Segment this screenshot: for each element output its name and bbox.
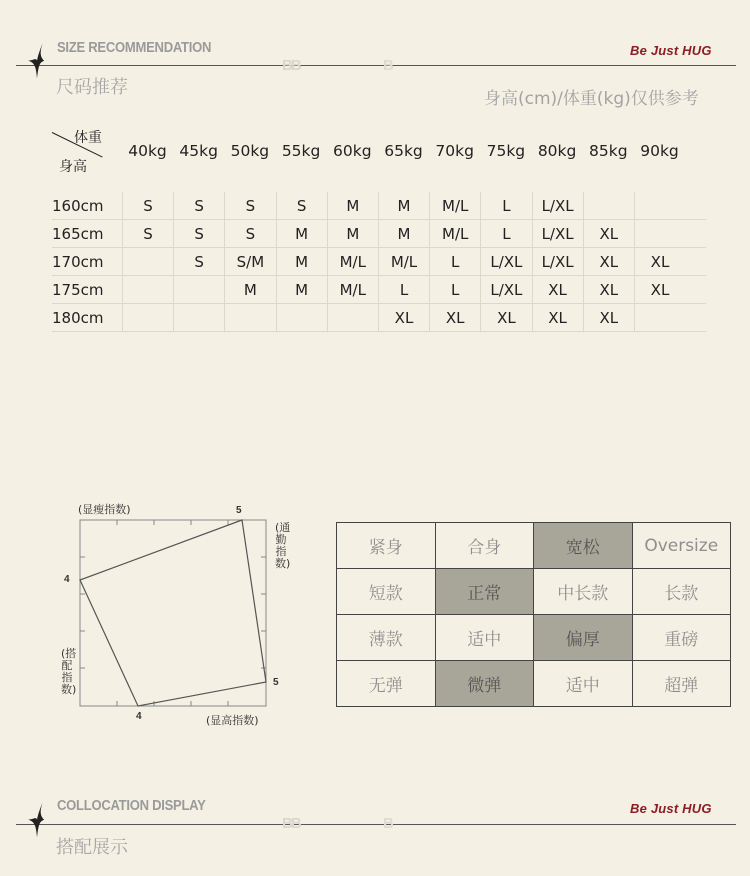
attribute-option: 薄款 <box>337 615 436 661</box>
height-label: 180cm <box>52 309 104 327</box>
attribute-option: 适中 <box>435 615 534 661</box>
radar-label-top: (显瘦指数) <box>78 503 131 516</box>
size-cell: L <box>480 220 531 248</box>
height-label: 175cm <box>52 281 104 299</box>
attribute-row <box>337 615 731 661</box>
weight-header: 75kg <box>486 142 526 160</box>
size-cell: M <box>276 248 327 276</box>
size-cell: M <box>378 220 429 248</box>
size-cell <box>634 304 685 332</box>
size-cell: XL <box>480 304 531 332</box>
radar-chart <box>56 496 291 727</box>
weight-header: 85kg <box>589 142 628 160</box>
attribute-option-selected: 偏厚 <box>534 615 633 661</box>
size-cell: S <box>224 220 275 248</box>
brand-logo: Be Just HUG <box>630 801 712 816</box>
attribute-table <box>336 522 731 707</box>
size-cell: M <box>276 276 327 304</box>
attribute-option: 无弹 <box>337 661 436 707</box>
radar-label-bottom: (显高指数) <box>206 714 259 727</box>
radar-value-bottom: 4 <box>136 711 142 722</box>
size-cell: L/XL <box>532 248 583 276</box>
size-cell: M <box>276 220 327 248</box>
monogram-logo-small: B <box>383 815 394 832</box>
attribute-option: 长款 <box>632 569 731 615</box>
height-label: 165cm <box>52 225 104 243</box>
monogram-logo-small: B <box>383 57 394 74</box>
reference-note: 身高(cm)/体重(kg)仅供参考 <box>484 89 699 109</box>
weight-header: 50kg <box>230 142 270 160</box>
attribute-option: 适中 <box>534 661 633 707</box>
size-cell <box>122 276 173 304</box>
size-cell: M/L <box>429 220 480 248</box>
attribute-option: Oversize <box>632 523 731 569</box>
radar-label-left: (搭配指数) <box>61 647 77 696</box>
size-cell: S <box>173 192 224 220</box>
size-cell: XL <box>634 248 685 276</box>
size-cell: S <box>224 192 275 220</box>
weight-header: 80kg <box>537 142 577 160</box>
size-cell: M <box>327 192 378 220</box>
weight-header: 55kg <box>281 142 321 160</box>
size-cell: M <box>378 192 429 220</box>
attribute-option-selected: 微弹 <box>435 661 534 707</box>
size-cell <box>122 248 173 276</box>
size-cell: XL <box>429 304 480 332</box>
size-cell: M/L <box>378 248 429 276</box>
height-label: 160cm <box>52 197 104 215</box>
attribute-option: 中长款 <box>534 569 633 615</box>
size-cell: L/XL <box>480 276 531 304</box>
size-cell: M/L <box>429 192 480 220</box>
size-cell: XL <box>583 304 634 332</box>
size-cell <box>122 304 173 332</box>
radar-value-left: 4 <box>64 574 70 585</box>
collocation-title-en: COLLOCATION DISPLAY <box>57 798 206 814</box>
table-row <box>52 248 706 276</box>
size-cell: M <box>224 276 275 304</box>
attribute-option: 合身 <box>435 523 534 569</box>
size-cell: L/XL <box>480 248 531 276</box>
attribute-row <box>337 661 731 707</box>
size-cell: L <box>429 276 480 304</box>
size-cell: M/L <box>327 276 378 304</box>
collocation-title-zh: 搭配展示 <box>56 837 128 858</box>
weight-header: 90kg <box>640 142 679 160</box>
size-cell <box>173 276 224 304</box>
sparkle-icon <box>22 40 52 80</box>
size-cell: XL <box>583 220 634 248</box>
size-title-zh: 尺码推荐 <box>56 77 128 98</box>
monogram-logo: BB <box>282 57 300 74</box>
radar-value-right: 5 <box>273 677 279 688</box>
radar-ticks <box>80 520 266 706</box>
weight-header: 40kg <box>128 142 167 160</box>
header-divider <box>16 65 736 66</box>
size-cell: S <box>173 248 224 276</box>
size-cell: M/L <box>327 248 378 276</box>
attribute-option-selected: 宽松 <box>534 523 633 569</box>
header-divider <box>16 824 736 825</box>
size-cell: XL <box>378 304 429 332</box>
size-cell: S <box>276 192 327 220</box>
size-cell: XL <box>532 304 583 332</box>
radar-frame <box>80 520 266 706</box>
size-cell <box>224 304 275 332</box>
table-row <box>52 220 706 248</box>
attribute-option: 短款 <box>337 569 436 615</box>
size-table <box>52 192 706 332</box>
attribute-option: 重磅 <box>632 615 731 661</box>
size-cell: S <box>122 220 173 248</box>
size-cell: L/XL <box>532 192 583 220</box>
radar-label-right: (通勤指数) <box>275 521 291 570</box>
size-cell: S/M <box>224 248 275 276</box>
size-cell: L <box>378 276 429 304</box>
size-cell: L <box>480 192 531 220</box>
size-cell <box>634 192 685 220</box>
weight-header: 45kg <box>179 142 218 160</box>
attribute-row <box>337 523 731 569</box>
weight-header: 65kg <box>384 142 423 160</box>
radar-value-top: 5 <box>236 505 242 516</box>
size-cell: XL <box>583 248 634 276</box>
attribute-option: 紧身 <box>337 523 436 569</box>
size-title-en: SIZE RECOMMENDATION <box>57 40 212 56</box>
radar-svg <box>56 496 291 726</box>
table-row <box>52 276 706 304</box>
size-cell: S <box>122 192 173 220</box>
size-cell <box>634 220 685 248</box>
weight-header: 60kg <box>333 142 372 160</box>
height-label: 170cm <box>52 253 104 271</box>
brand-logo: Be Just HUG <box>630 43 712 58</box>
table-row <box>52 304 706 332</box>
table-row <box>52 192 706 220</box>
collocation-section-header <box>0 798 750 868</box>
table-corner-header <box>52 124 114 178</box>
size-cell: XL <box>532 276 583 304</box>
size-cell: M <box>327 220 378 248</box>
size-cell: L <box>429 248 480 276</box>
corner-height-label: 身高 <box>59 159 87 175</box>
attribute-row <box>337 569 731 615</box>
attribute-option: 超弹 <box>632 661 731 707</box>
size-cell: S <box>173 220 224 248</box>
size-cell <box>327 304 378 332</box>
size-cell: XL <box>634 276 685 304</box>
size-cell <box>583 192 634 220</box>
size-cell <box>276 304 327 332</box>
radar-shape <box>80 520 266 706</box>
size-cell <box>173 304 224 332</box>
monogram-logo: BB <box>282 815 300 832</box>
attribute-option-selected: 正常 <box>435 569 534 615</box>
corner-weight-label: 体重 <box>74 130 102 146</box>
size-cell: L/XL <box>532 220 583 248</box>
weight-header: 70kg <box>435 142 474 160</box>
size-cell: XL <box>583 276 634 304</box>
sparkle-icon <box>22 799 52 839</box>
